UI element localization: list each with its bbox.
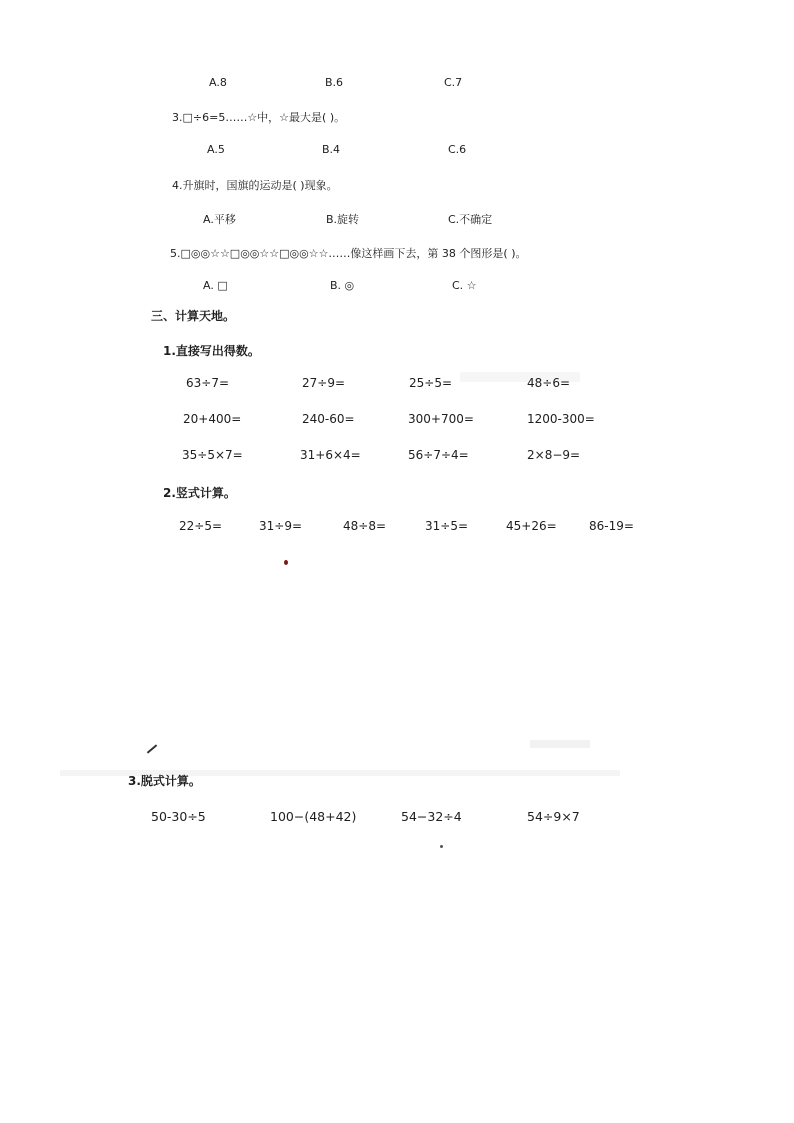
- mental-calc-item: 1200-300=: [527, 412, 595, 426]
- q5-option-c: C. ☆: [452, 279, 477, 292]
- q4-option-b: B.旋转: [326, 213, 360, 226]
- part-3-title: 3.脱式计算。: [128, 774, 201, 788]
- q5-option-a: A. □: [203, 279, 228, 292]
- q2-option-b: B.6: [325, 76, 344, 89]
- mental-calc-item: 63÷7=: [186, 376, 230, 390]
- mental-calc-item: 35÷5×7=: [182, 448, 243, 462]
- mental-calc-item: 20+400=: [183, 412, 242, 426]
- vertical-calc-item: 45+26=: [506, 519, 557, 533]
- step-calc-item: 54−32÷4: [401, 809, 462, 824]
- question-4-text: 4.升旗时，国旗的运动是( )现象。: [172, 179, 338, 192]
- q3-option-a: A.5: [207, 143, 225, 156]
- mental-calc-item: 240-60=: [302, 412, 355, 426]
- ink-speck: [440, 845, 443, 848]
- section-3-title: 三、计算天地。: [151, 309, 236, 323]
- question-3-text: 3.□÷6=5……☆中，☆最大是( )。: [172, 111, 346, 124]
- scan-noise: [530, 740, 590, 748]
- q2-option-c: C.7: [444, 76, 463, 89]
- mental-calc-item: 27÷9=: [302, 376, 346, 390]
- q5-option-b: B. ◎: [330, 279, 355, 292]
- q2-option-a: A.8: [209, 76, 227, 89]
- part-2-title: 2.竖式计算。: [163, 486, 236, 500]
- q3-option-b: B.4: [322, 143, 341, 156]
- mental-calc-item: 25÷5=: [409, 376, 453, 390]
- part-1-title: 1.直接写出得数。: [163, 344, 260, 358]
- q4-option-a: A.平移: [203, 213, 236, 226]
- mental-calc-item: 2×8−9=: [527, 448, 581, 462]
- q3-option-c: C.6: [448, 143, 467, 156]
- mental-calc-item: 48÷6=: [527, 376, 571, 390]
- pen-mark: [147, 744, 157, 753]
- mental-calc-item: 31+6×4=: [300, 448, 361, 462]
- q4-option-c: C.不确定: [448, 213, 493, 226]
- ink-speck: [284, 560, 288, 565]
- question-5-text: 5.□◎◎☆☆□◎◎☆☆□◎◎☆☆……像这样画下去，第 38 个图形是( )。: [170, 247, 527, 260]
- vertical-calc-item: 86-19=: [589, 519, 634, 533]
- vertical-calc-item: 31÷9=: [259, 519, 303, 533]
- vertical-calc-item: 22÷5=: [179, 519, 223, 533]
- mental-calc-item: 300+700=: [408, 412, 474, 426]
- vertical-calc-item: 48÷8=: [343, 519, 387, 533]
- mental-calc-item: 56÷7÷4=: [408, 448, 469, 462]
- vertical-calc-item: 31÷5=: [425, 519, 469, 533]
- step-calc-item: 54÷9×7: [527, 809, 580, 824]
- step-calc-item: 50-30÷5: [151, 809, 206, 824]
- step-calc-item: 100−(48+42): [270, 809, 357, 824]
